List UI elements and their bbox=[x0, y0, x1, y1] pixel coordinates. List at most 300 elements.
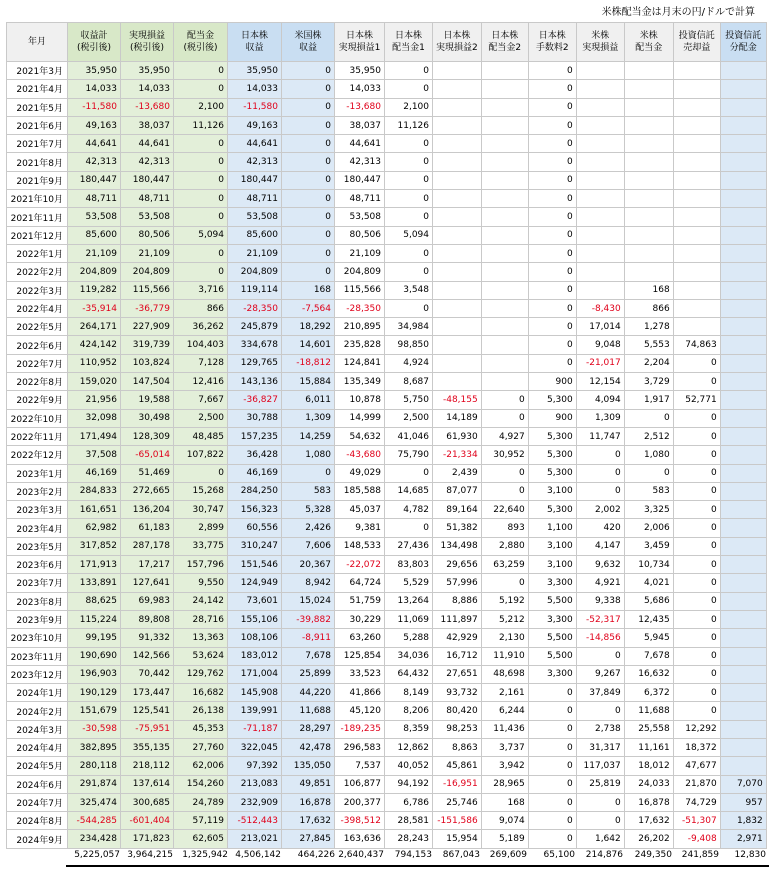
value-cell: 0 bbox=[282, 153, 335, 171]
value-cell: 28,716 bbox=[174, 610, 228, 628]
value-cell: 185,588 bbox=[335, 482, 385, 500]
value-cell: 124,841 bbox=[335, 354, 385, 372]
value-cell: 80,506 bbox=[121, 226, 174, 244]
value-cell: 61,930 bbox=[433, 427, 482, 445]
value-cell: 5,094 bbox=[174, 226, 228, 244]
month-cell: 2024年6月 bbox=[7, 775, 68, 793]
value-cell bbox=[720, 190, 766, 208]
value-cell bbox=[481, 226, 528, 244]
value-cell: 98,850 bbox=[385, 336, 433, 354]
value-cell: 3,100 bbox=[528, 556, 576, 574]
value-cell: 28,297 bbox=[282, 720, 335, 738]
value-cell: 30,229 bbox=[335, 610, 385, 628]
month-cell: 2024年1月 bbox=[7, 684, 68, 702]
value-cell bbox=[433, 171, 482, 189]
value-cell: 0 bbox=[528, 812, 576, 830]
value-cell: 28,581 bbox=[385, 812, 433, 830]
month-cell: 2021年3月 bbox=[7, 62, 68, 80]
value-cell: -35,914 bbox=[68, 299, 121, 317]
value-cell: 213,083 bbox=[228, 775, 282, 793]
value-cell: 204,809 bbox=[228, 263, 282, 281]
value-cell: 157,796 bbox=[174, 556, 228, 574]
value-cell: 171,913 bbox=[68, 556, 121, 574]
value-cell: 14,685 bbox=[385, 482, 433, 500]
value-cell: 99,195 bbox=[68, 629, 121, 647]
value-cell: 0 bbox=[673, 409, 720, 427]
table-row bbox=[7, 373, 767, 391]
value-cell: 382,895 bbox=[68, 738, 121, 756]
value-cell: 183,012 bbox=[228, 647, 282, 665]
total-value: 794,153 bbox=[394, 850, 432, 860]
value-cell: 30,788 bbox=[228, 409, 282, 427]
value-cell: 0 bbox=[528, 336, 576, 354]
value-cell: 7,667 bbox=[174, 391, 228, 409]
value-cell: 36,262 bbox=[174, 318, 228, 336]
value-cell: 18,012 bbox=[624, 757, 673, 775]
table-row bbox=[7, 775, 767, 793]
value-cell: 204,809 bbox=[121, 263, 174, 281]
value-cell bbox=[720, 318, 766, 336]
value-cell: 60,556 bbox=[228, 519, 282, 537]
value-cell: 0 bbox=[576, 647, 624, 665]
value-cell: 3,548 bbox=[385, 281, 433, 299]
value-cell: 0 bbox=[174, 263, 228, 281]
value-cell: 46,169 bbox=[68, 464, 121, 482]
value-cell: 5,212 bbox=[481, 610, 528, 628]
value-cell: 245,879 bbox=[228, 318, 282, 336]
column-header-line1: 米国株 bbox=[294, 31, 322, 41]
table-row bbox=[7, 80, 767, 98]
value-cell: 2,161 bbox=[481, 684, 528, 702]
value-cell: 14,601 bbox=[282, 336, 335, 354]
value-cell: 0 bbox=[385, 244, 433, 262]
value-cell: 42,313 bbox=[121, 153, 174, 171]
value-cell bbox=[576, 153, 624, 171]
value-cell: -7,564 bbox=[282, 299, 335, 317]
value-cell: 1,642 bbox=[576, 830, 624, 848]
value-cell: 0 bbox=[282, 135, 335, 153]
value-cell: 117,037 bbox=[576, 757, 624, 775]
value-cell bbox=[624, 153, 673, 171]
value-cell: 75,790 bbox=[385, 446, 433, 464]
value-cell: 88,625 bbox=[68, 592, 121, 610]
column-header-line1: 日本株 bbox=[538, 31, 566, 41]
value-cell: 0 bbox=[528, 226, 576, 244]
value-cell: 33,523 bbox=[335, 665, 385, 683]
value-cell: 106,877 bbox=[335, 775, 385, 793]
value-cell: 0 bbox=[528, 299, 576, 317]
value-cell bbox=[576, 62, 624, 80]
value-cell: 45,861 bbox=[433, 757, 482, 775]
value-cell: 155,106 bbox=[228, 610, 282, 628]
value-cell: 0 bbox=[576, 793, 624, 811]
value-cell: 16,878 bbox=[282, 793, 335, 811]
value-cell bbox=[673, 116, 720, 134]
value-cell: 103,824 bbox=[121, 354, 174, 372]
value-cell: 287,178 bbox=[121, 537, 174, 555]
value-cell: 34,984 bbox=[385, 318, 433, 336]
value-cell: 7,070 bbox=[720, 775, 766, 793]
column-header bbox=[673, 23, 720, 62]
column-header bbox=[174, 23, 228, 62]
value-cell: 296,583 bbox=[335, 738, 385, 756]
month-cell: 2022年3月 bbox=[7, 281, 68, 299]
column-header bbox=[385, 23, 433, 62]
value-cell: 0 bbox=[576, 446, 624, 464]
value-cell: 0 bbox=[528, 190, 576, 208]
value-cell: 74,729 bbox=[673, 793, 720, 811]
column-header bbox=[576, 23, 624, 62]
value-cell: 8,886 bbox=[433, 592, 482, 610]
table-row bbox=[7, 812, 767, 830]
value-cell: 53,508 bbox=[68, 208, 121, 226]
value-cell: 10,878 bbox=[335, 391, 385, 409]
value-cell: 0 bbox=[528, 98, 576, 116]
value-cell: -8,911 bbox=[282, 629, 335, 647]
value-cell: -36,779 bbox=[121, 299, 174, 317]
value-cell: 41,866 bbox=[335, 684, 385, 702]
value-cell: 53,508 bbox=[228, 208, 282, 226]
value-cell bbox=[624, 80, 673, 98]
value-cell: 151,679 bbox=[68, 702, 121, 720]
column-header-line1: 米株 bbox=[639, 31, 658, 41]
value-cell: 19,588 bbox=[121, 391, 174, 409]
table-row bbox=[7, 757, 767, 775]
month-cell: 2021年5月 bbox=[7, 98, 68, 116]
value-cell bbox=[433, 62, 482, 80]
value-cell bbox=[576, 98, 624, 116]
value-cell: 5,094 bbox=[385, 226, 433, 244]
value-cell: -28,350 bbox=[335, 299, 385, 317]
value-cell: 44,641 bbox=[335, 135, 385, 153]
month-cell: 2021年9月 bbox=[7, 171, 68, 189]
value-cell: 0 bbox=[282, 171, 335, 189]
value-cell bbox=[576, 208, 624, 226]
value-cell: 26,138 bbox=[174, 702, 228, 720]
value-cell: 0 bbox=[385, 62, 433, 80]
value-cell: 0 bbox=[576, 812, 624, 830]
value-cell: 15,024 bbox=[282, 592, 335, 610]
value-cell: 7,537 bbox=[335, 757, 385, 775]
value-cell: 0 bbox=[673, 592, 720, 610]
value-cell: 0 bbox=[174, 135, 228, 153]
value-cell: 235,828 bbox=[335, 336, 385, 354]
value-cell: 0 bbox=[673, 702, 720, 720]
value-cell: 143,136 bbox=[228, 373, 282, 391]
value-cell: 93,732 bbox=[433, 684, 482, 702]
value-cell: 127,641 bbox=[121, 574, 174, 592]
value-cell bbox=[720, 80, 766, 98]
value-cell: -18,812 bbox=[282, 354, 335, 372]
value-cell: 37,849 bbox=[576, 684, 624, 702]
table-row bbox=[7, 409, 767, 427]
value-cell bbox=[433, 318, 482, 336]
value-cell: 157,235 bbox=[228, 427, 282, 445]
table-row bbox=[7, 647, 767, 665]
value-cell: 1,309 bbox=[576, 409, 624, 427]
total-value: 65,100 bbox=[543, 850, 575, 860]
value-cell: 17,632 bbox=[282, 812, 335, 830]
column-header-line1: 日本株 bbox=[345, 31, 373, 41]
table-row bbox=[7, 171, 767, 189]
value-cell: 0 bbox=[282, 190, 335, 208]
column-header bbox=[7, 23, 68, 62]
value-cell: 156,323 bbox=[228, 501, 282, 519]
value-cell: 119,114 bbox=[228, 281, 282, 299]
value-cell: 14,033 bbox=[228, 80, 282, 98]
value-cell: 31,317 bbox=[576, 738, 624, 756]
table-row bbox=[7, 98, 767, 116]
value-cell: 2,500 bbox=[385, 409, 433, 427]
value-cell: 124,949 bbox=[228, 574, 282, 592]
column-header bbox=[282, 23, 335, 62]
value-cell: 0 bbox=[282, 80, 335, 98]
value-cell: 0 bbox=[528, 354, 576, 372]
value-cell: 0 bbox=[673, 482, 720, 500]
value-cell: 210,895 bbox=[335, 318, 385, 336]
value-cell: 18,292 bbox=[282, 318, 335, 336]
value-cell bbox=[673, 80, 720, 98]
value-cell: 51,469 bbox=[121, 464, 174, 482]
value-cell bbox=[720, 501, 766, 519]
value-cell: -11,580 bbox=[68, 98, 121, 116]
value-cell: -8,430 bbox=[576, 299, 624, 317]
table-row bbox=[7, 135, 767, 153]
value-cell: 2,738 bbox=[576, 720, 624, 738]
value-cell: 53,508 bbox=[121, 208, 174, 226]
value-cell: 420 bbox=[576, 519, 624, 537]
value-cell: 64,432 bbox=[385, 665, 433, 683]
month-cell: 2022年4月 bbox=[7, 299, 68, 317]
value-cell: 53,624 bbox=[174, 647, 228, 665]
value-cell: 1,278 bbox=[624, 318, 673, 336]
value-cell: 12,292 bbox=[673, 720, 720, 738]
value-cell: -544,285 bbox=[68, 812, 121, 830]
value-cell: 0 bbox=[528, 684, 576, 702]
value-cell bbox=[481, 98, 528, 116]
value-cell: 42,313 bbox=[335, 153, 385, 171]
value-cell bbox=[576, 281, 624, 299]
month-cell: 2023年1月 bbox=[7, 464, 68, 482]
value-cell: 8,359 bbox=[385, 720, 433, 738]
month-cell: 2021年11月 bbox=[7, 208, 68, 226]
value-cell: 15,884 bbox=[282, 373, 335, 391]
value-cell: 9,550 bbox=[174, 574, 228, 592]
value-cell: 74,863 bbox=[673, 336, 720, 354]
value-cell: 136,204 bbox=[121, 501, 174, 519]
value-cell: 6,372 bbox=[624, 684, 673, 702]
value-cell: 5,300 bbox=[528, 501, 576, 519]
value-cell: 11,126 bbox=[385, 116, 433, 134]
value-cell: 300,685 bbox=[121, 793, 174, 811]
column-header-line1: 投資信託 bbox=[678, 31, 715, 41]
value-cell: 0 bbox=[528, 135, 576, 153]
value-cell: 18,372 bbox=[673, 738, 720, 756]
value-cell: 1,917 bbox=[624, 391, 673, 409]
month-cell: 2023年6月 bbox=[7, 556, 68, 574]
value-cell bbox=[481, 354, 528, 372]
value-cell: 48,698 bbox=[481, 665, 528, 683]
month-cell: 2022年1月 bbox=[7, 244, 68, 262]
value-cell: 94,192 bbox=[385, 775, 433, 793]
column-header bbox=[481, 23, 528, 62]
total-value: 12,830 bbox=[734, 850, 766, 860]
value-cell: 0 bbox=[576, 464, 624, 482]
value-cell: -189,235 bbox=[335, 720, 385, 738]
month-cell: 2022年8月 bbox=[7, 373, 68, 391]
value-cell: 0 bbox=[673, 519, 720, 537]
value-cell bbox=[673, 226, 720, 244]
value-cell: 62,006 bbox=[174, 757, 228, 775]
value-cell: 0 bbox=[174, 62, 228, 80]
value-cell: 0 bbox=[528, 318, 576, 336]
value-cell bbox=[481, 116, 528, 134]
value-cell: 5,500 bbox=[528, 592, 576, 610]
value-cell: 49,029 bbox=[335, 464, 385, 482]
value-cell: 0 bbox=[481, 409, 528, 427]
value-cell: 11,688 bbox=[282, 702, 335, 720]
month-cell: 2021年10月 bbox=[7, 190, 68, 208]
value-cell: 48,711 bbox=[228, 190, 282, 208]
month-cell: 2023年3月 bbox=[7, 501, 68, 519]
value-cell: 4,921 bbox=[576, 574, 624, 592]
value-cell bbox=[576, 263, 624, 281]
value-cell bbox=[433, 153, 482, 171]
value-cell: 11,747 bbox=[576, 427, 624, 445]
value-cell: 115,566 bbox=[121, 281, 174, 299]
value-cell: 1,100 bbox=[528, 519, 576, 537]
column-header-line1: 実現損益 bbox=[128, 31, 165, 41]
value-cell bbox=[720, 171, 766, 189]
value-cell: 47,677 bbox=[673, 757, 720, 775]
value-cell: 61,183 bbox=[121, 519, 174, 537]
table-row bbox=[7, 446, 767, 464]
value-cell bbox=[720, 702, 766, 720]
value-cell: 0 bbox=[528, 757, 576, 775]
value-cell bbox=[673, 318, 720, 336]
value-cell: 3,729 bbox=[624, 373, 673, 391]
value-cell bbox=[624, 171, 673, 189]
value-cell bbox=[720, 482, 766, 500]
value-cell: 44,220 bbox=[282, 684, 335, 702]
month-cell: 2021年12月 bbox=[7, 226, 68, 244]
column-header-line2: 実現損益 bbox=[582, 43, 619, 53]
value-cell: 5,328 bbox=[282, 501, 335, 519]
value-cell: 30,747 bbox=[174, 501, 228, 519]
value-cell bbox=[720, 226, 766, 244]
value-cell: 135,349 bbox=[335, 373, 385, 391]
value-cell: 334,678 bbox=[228, 336, 282, 354]
value-cell: 145,908 bbox=[228, 684, 282, 702]
value-cell bbox=[481, 171, 528, 189]
value-cell: 218,112 bbox=[121, 757, 174, 775]
value-cell bbox=[720, 574, 766, 592]
value-cell: 134,498 bbox=[433, 537, 482, 555]
value-cell: 35,950 bbox=[335, 62, 385, 80]
value-cell bbox=[433, 135, 482, 153]
value-cell: 5,945 bbox=[624, 629, 673, 647]
value-cell: 30,498 bbox=[121, 409, 174, 427]
value-cell bbox=[720, 135, 766, 153]
value-cell: 4,927 bbox=[481, 427, 528, 445]
value-cell bbox=[720, 738, 766, 756]
value-cell bbox=[673, 299, 720, 317]
table-row bbox=[7, 153, 767, 171]
value-cell: 957 bbox=[720, 793, 766, 811]
value-cell: 42,929 bbox=[433, 629, 482, 647]
value-cell: 115,566 bbox=[335, 281, 385, 299]
value-cell: 0 bbox=[385, 190, 433, 208]
value-cell: 234,428 bbox=[68, 830, 121, 848]
value-cell: 17,217 bbox=[121, 556, 174, 574]
value-cell: 866 bbox=[174, 299, 228, 317]
value-cell: 48,711 bbox=[68, 190, 121, 208]
value-cell: 8,206 bbox=[385, 702, 433, 720]
value-cell: 5,300 bbox=[528, 427, 576, 445]
value-cell: 14,033 bbox=[68, 80, 121, 98]
value-cell: 0 bbox=[282, 464, 335, 482]
value-cell: 0 bbox=[528, 738, 576, 756]
value-cell: 0 bbox=[528, 830, 576, 848]
value-cell: 42,313 bbox=[228, 153, 282, 171]
value-cell: 2,426 bbox=[282, 519, 335, 537]
month-cell: 2022年10月 bbox=[7, 409, 68, 427]
value-cell: 41,046 bbox=[385, 427, 433, 445]
value-cell: 0 bbox=[528, 153, 576, 171]
value-cell: -75,951 bbox=[121, 720, 174, 738]
column-header-line1: 日本株 bbox=[240, 31, 268, 41]
month-cell: 2024年5月 bbox=[7, 757, 68, 775]
month-cell: 2023年7月 bbox=[7, 574, 68, 592]
value-cell: 83,803 bbox=[385, 556, 433, 574]
column-header-line2: (税引後) bbox=[129, 43, 165, 53]
month-cell: 2024年9月 bbox=[7, 830, 68, 848]
value-cell bbox=[720, 684, 766, 702]
value-cell bbox=[673, 171, 720, 189]
value-cell: 190,129 bbox=[68, 684, 121, 702]
value-cell: 0 bbox=[481, 464, 528, 482]
month-cell: 2021年6月 bbox=[7, 116, 68, 134]
value-cell bbox=[624, 226, 673, 244]
value-cell: 45,037 bbox=[335, 501, 385, 519]
value-cell: 0 bbox=[528, 702, 576, 720]
value-cell: 0 bbox=[624, 409, 673, 427]
value-cell bbox=[433, 263, 482, 281]
value-cell bbox=[433, 244, 482, 262]
column-header bbox=[335, 23, 385, 62]
value-cell: 2,500 bbox=[174, 409, 228, 427]
value-cell: -43,680 bbox=[335, 446, 385, 464]
value-cell: 171,004 bbox=[228, 665, 282, 683]
value-cell: 5,192 bbox=[481, 592, 528, 610]
value-cell: 0 bbox=[528, 244, 576, 262]
value-cell bbox=[576, 80, 624, 98]
value-cell: 317,852 bbox=[68, 537, 121, 555]
value-cell: 16,712 bbox=[433, 647, 482, 665]
value-cell: -65,014 bbox=[121, 446, 174, 464]
value-cell: 17,632 bbox=[624, 812, 673, 830]
value-cell: 0 bbox=[174, 80, 228, 98]
value-cell: 5,288 bbox=[385, 629, 433, 647]
table-row bbox=[7, 629, 767, 647]
value-cell bbox=[720, 373, 766, 391]
value-cell: 57,996 bbox=[433, 574, 482, 592]
value-cell: 29,656 bbox=[433, 556, 482, 574]
value-cell: 14,259 bbox=[282, 427, 335, 445]
value-cell: 0 bbox=[528, 775, 576, 793]
table-row bbox=[7, 482, 767, 500]
month-cell: 2022年7月 bbox=[7, 354, 68, 372]
